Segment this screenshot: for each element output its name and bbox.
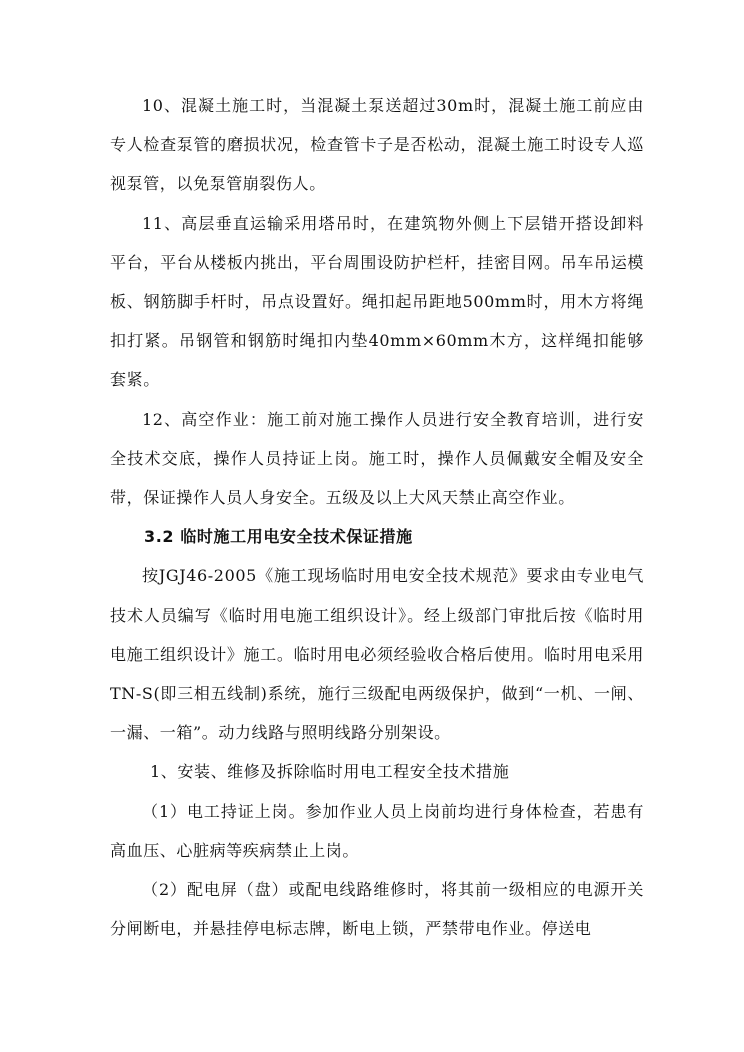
sub-heading: 1、安装、维修及拆除临时用电工程安全技术措施 — [150, 762, 510, 782]
paragraph-intro: 按JGJ46-2005《施工现场临时用电安全技术规范》要求由专业电气技术人员编写《临时用电施工组织设计》。经上级部门审批后按《临时用电施工组织设计》施工。临时用电必须经验收合格后使用。临时用电采用TN-S(即三相五线制)系统，施行三级配电两级保护，做到“一机、一闸、一漏、一箱”。动力线路与照明线路分别架设。 — [110, 566, 644, 743]
paragraph-item-10: 10、混凝土施工时，当混凝土泵送超过30m时，混凝土施工前应由专人检查泵管的磨损状况，检查管卡子是否松动，混凝土施工时设专人巡视泵管，以免泵管崩裂伤人。 — [110, 96, 644, 194]
section-heading: 3.2 临时施工用电安全技术保证措施 — [144, 527, 413, 547]
list-item-2: （2）配电屏（盘）或配电线路维修时，将其前一级相应的电源开关分闸断电，并悬挂停电标志牌，断电上锁，严禁带电作业。停送电 — [110, 880, 644, 939]
paragraph-item-12: 12、高空作业：施工前对施工操作人员进行安全教育培训，进行安全技术交底，操作人员持证上岗。施工时，操作人员佩戴安全帽及安全带，保证操作人员人身安全。五级及以上大风天禁止高空作业。 — [110, 409, 644, 508]
list-item-1: （1）电工持证上岗。参加作业人员上岗前均进行身体检查，若患有高血压、心脏病等疾病禁止上岗。 — [110, 801, 644, 860]
paragraph-item-11: 11、高层垂直运输采用塔吊时，在建筑物外侧上下层错开搭设卸料平台，平台从楼板内挑出，平台周围设防护栏杆，挂密目网。吊车吊运模板、钢筋脚手杆时，吊点设置好。绳扣起吊距地500mm时，用木方将绳扣打紧。吊钢管和钢筋时绳扣内垫40mm×60mm木方，这样绳扣能够套紧。 — [110, 213, 644, 390]
